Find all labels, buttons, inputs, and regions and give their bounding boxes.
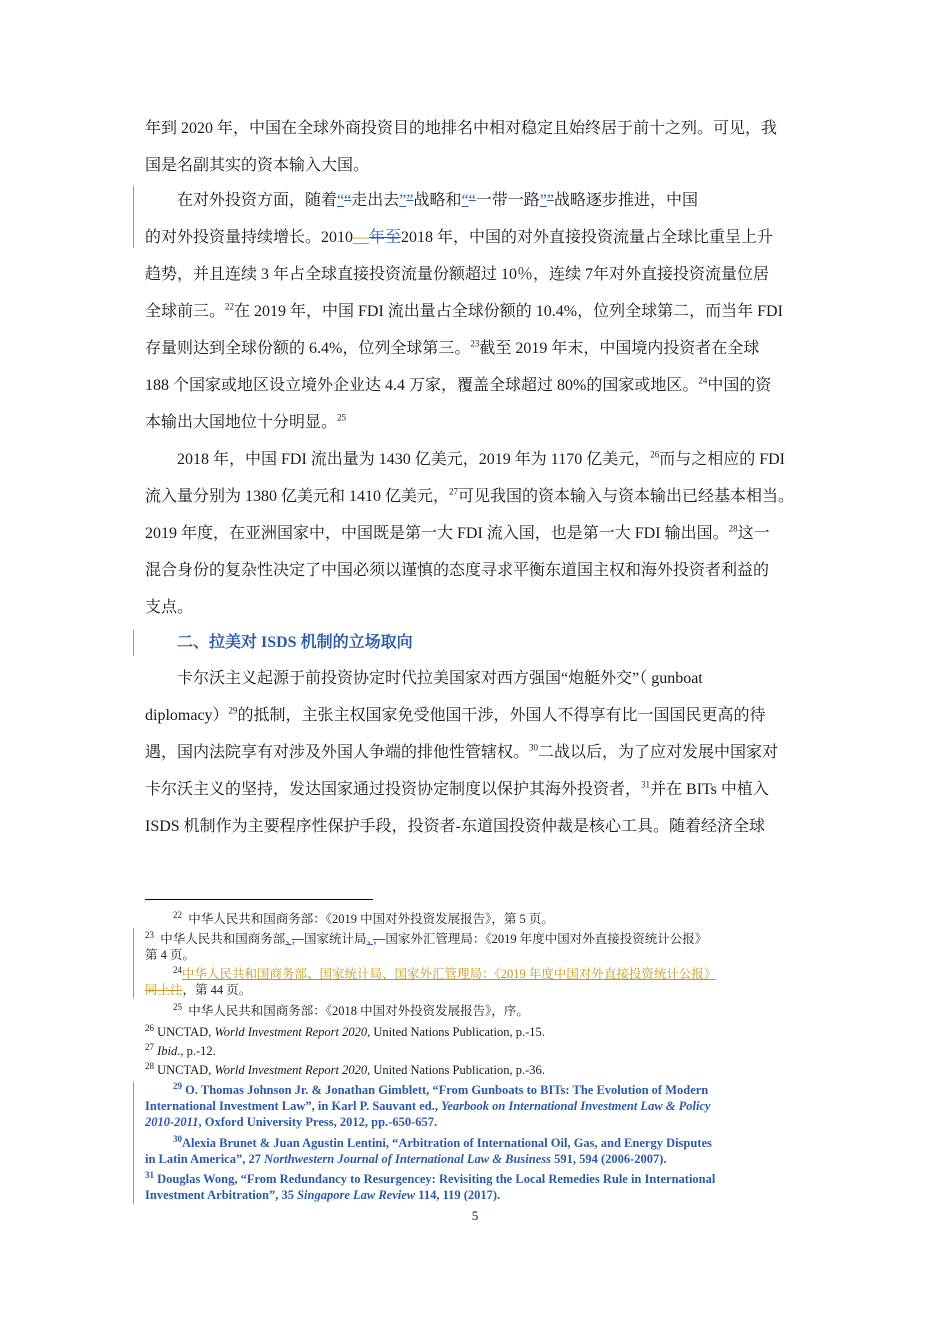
tracked-insertion: 、 — [366, 932, 373, 946]
tracked-deletion: ” — [406, 192, 414, 209]
footnote-ref-25[interactable]: 25 — [337, 412, 347, 423]
text-line: diplomacy）$^{29}$的抵制，主张主权国家免受他国干涉，外国人不得享有比一国国民更高的待 — [145, 705, 766, 724]
text-line: 2018 年，中国 FDI 流出量为 1430 亿美元，2019 年为 1170 亿美元，$^{26}$而与之相应的 FDI — [177, 449, 785, 468]
text-line: 卡尔沃主义的坚持，发达国家通过投资协定制度以保护其海外投资者，$^{31}$并在 BITs 中植入 — [145, 779, 769, 798]
footnote-number: 22 — [173, 909, 182, 920]
tracked-insertion: 中华人民共和国商务部、国家统计局、国家外汇管理局：《2019 年度中国对外直接投资统计公报》 — [182, 967, 717, 981]
tracked-insertion: ” — [539, 192, 547, 209]
revision-change-bar — [133, 928, 134, 998]
tracked-insertion: ” — [399, 192, 407, 209]
text-line: 2019 年度，在亚洲国家中，中国既是第一大 FDI 流入国，也是第一大 FDI 输出国。$^{28}$这一 — [145, 523, 770, 542]
text-line: 全球前三。$^{22}$在 2019 年，中国 FDI 流出量占全球份额的 10.4%，位列全球第二，而当年 FDI — [145, 301, 783, 320]
text-line: 本输出大国地位十分明显。$^{25}$ — [145, 412, 347, 431]
publication-title: Yearbook on International Investment Law & Policy — [441, 1099, 711, 1113]
footnote-number: 23 — [145, 929, 154, 940]
text-line: 支点。 — [145, 599, 194, 616]
body-paragraph-1 — [145, 110, 807, 184]
footnote-ref-30[interactable]: 30 — [529, 742, 539, 753]
tracked-deletion: 同上注 — [145, 983, 183, 997]
footnote-22: $^{22}$ 中华人民共和国商务部：《2019 中国对外投资发展报告》，第 5 页。 — [173, 909, 554, 926]
footnote-number: 26 — [145, 1022, 154, 1033]
text-line: 存量则达到全球份额的 6.4%，位列全球第三。$^{23}$截至 2019 年末，中国境内投资者在全球 — [145, 338, 760, 357]
text-line: 流入量分别为 1380 亿美元和 1410 亿美元，$^{27}$可见我国的资本输入与资本输出已经基本相当。 — [145, 486, 795, 505]
footnote-26: $^{26}$ UNCTAD, World Investment Report 2020, United Nations Publication, p.-15. — [145, 1022, 545, 1039]
tracked-deletion: ” — [546, 192, 554, 209]
footnote-30: $^{30}$Alexia Brunet & Juan Agustin Lentini, “Arbitration of International Oil, Gas, and Energy Disputes in Latin America”, 27 Northwestern Journal of International Law & Business 591, 594 (2006-2007). — [145, 1133, 712, 1166]
tracked-deletion: “ — [468, 192, 476, 209]
footnote-28: $^{28}$ UNCTAD, World Investment Report 2020, United Nations Publication, p.-36. — [145, 1060, 545, 1077]
text-line: 在对外投资方面，随着““走出去””战略和““一带一路””战略逐步推进，中国 — [177, 192, 698, 209]
footnote-ref-22[interactable]: 22 — [225, 301, 235, 312]
tracked-deletion: ， — [291, 932, 305, 946]
revision-change-bar — [133, 630, 134, 656]
section-heading: 二、拉美对 ISDS 机制的立场取向 — [177, 634, 413, 651]
text-line: 年到 2020 年，中国在全球外商投资目的地排名中相对稳定且始终居于前十之列。可见，我 — [145, 120, 778, 137]
footnote-ref-27[interactable]: 27 — [449, 486, 459, 497]
footnote-number: 31 — [145, 1169, 154, 1180]
footnote-number: 29 — [173, 1080, 182, 1091]
footnote-separator — [145, 899, 373, 900]
footnote-24-cont: 同上注，第 44 页。 — [145, 983, 252, 997]
footnote-23: $^{23}$ 中华人民共和国商务部、，国家统计局、，国家外汇管理局：《2019 年度中国对外直接投资统计公报》 第 4 页。 — [145, 929, 708, 962]
publication-title: Northwestern Journal of International Law & Business — [264, 1152, 551, 1166]
publication-title: World Investment Report 2020 — [214, 1025, 368, 1039]
publication-title: Singapore Law Review — [297, 1188, 416, 1202]
publication-title: World Investment Report 2020 — [214, 1063, 368, 1077]
footnote-27: $^{27}$ Ibid., p.-12. — [145, 1041, 216, 1058]
footnote-ref-29[interactable]: 29 — [228, 705, 238, 716]
footnote-ref-28[interactable]: 28 — [728, 523, 738, 534]
footnote-number: 30 — [173, 1133, 182, 1144]
footnote-number: 28 — [145, 1060, 154, 1071]
tracked-deletion: ， — [372, 932, 386, 946]
footnote-24 — [145, 966, 807, 982]
text-line: 国是名副其实的资本输入大国。 — [145, 157, 370, 174]
body-paragraph-3 — [145, 441, 807, 626]
publication-title: Ibid — [157, 1044, 178, 1058]
footnote-ref-23[interactable]: 23 — [470, 338, 480, 349]
footnote-ref-24[interactable]: 24 — [698, 375, 708, 386]
tracked-insertion: “ — [337, 192, 345, 209]
footnote-number: 24 — [173, 964, 182, 975]
footnote-number: 25 — [173, 1001, 182, 1012]
tracked-deletion: “ — [344, 192, 352, 209]
text-line: 趋势，并且连续 3 年占全球直接投资流量份额超过 10％，连续 7年对外直接投资流量位居 — [145, 266, 770, 283]
footnote-ref-31[interactable]: 31 — [641, 779, 651, 790]
page-number: 5 — [471, 1208, 479, 1223]
revision-change-bar — [133, 1082, 134, 1204]
tracked-insertion: — — [353, 229, 370, 246]
text-line: ISDS 机制作为主要程序性保护手段，投资者-东道国投资仲裁是核心工具。随着经济全球 — [145, 818, 766, 835]
text-line: 卡尔沃主义起源于前投资协定时代拉美国家对西方强国“炮艇外交”（ gunboat — [177, 670, 703, 687]
footnote-number: 27 — [145, 1041, 154, 1052]
tracked-insertion: “ — [461, 192, 469, 209]
tracked-deletion: 年至 — [369, 229, 402, 246]
footnote-25: $^{25}$ 中华人民共和国商务部：《2018 中国对外投资发展报告》，序。 — [173, 1001, 529, 1018]
text-line: 188 个国家或地区设立境外企业达 4.4 万家，覆盖全球超过 80%的国家或地区。$^{24}$中国的资 — [145, 375, 772, 394]
text-line: 混合身份的复杂性决定了中国必须以谨慎的态度寻求平衡东道国主权和海外投资者利益的 — [145, 562, 770, 579]
footnote-29: $^{29}$ O. Thomas Johnson Jr. & Jonathan Gimblett, “From Gunboats to BITs: The Evolution of Modern International Investment Law”, in Karl P. Sauvant ed., Yearbook on International Investment Law & Policy 2010-2011, Oxford University Press, 2012, pp.-650-657. — [145, 1080, 711, 1129]
footnote-ref-26[interactable]: 26 — [650, 449, 660, 460]
text-line: 遇，国内法院享有对涉及外国人争端的排他性管辖权。$^{30}$二战以后，为了应对发展中国家对 — [145, 742, 779, 761]
revision-change-bar — [133, 186, 134, 248]
body-paragraph-4 — [145, 660, 807, 845]
body-paragraph-2 — [145, 182, 807, 441]
tracked-insertion: 、 — [285, 932, 292, 946]
footnote-31: $^{31}$ Douglas Wong, “From Redundancy to Resurgencey: Revisiting the Local Remedies Rule in International Investment Arbitration”, 35 Singapore Law Review 114, 119 (2017). — [145, 1169, 716, 1202]
text-line: 的对外投资量持续增长。2010—年至2018 年，中国的对外直接投资流量占全球比重呈上升 — [145, 229, 774, 246]
